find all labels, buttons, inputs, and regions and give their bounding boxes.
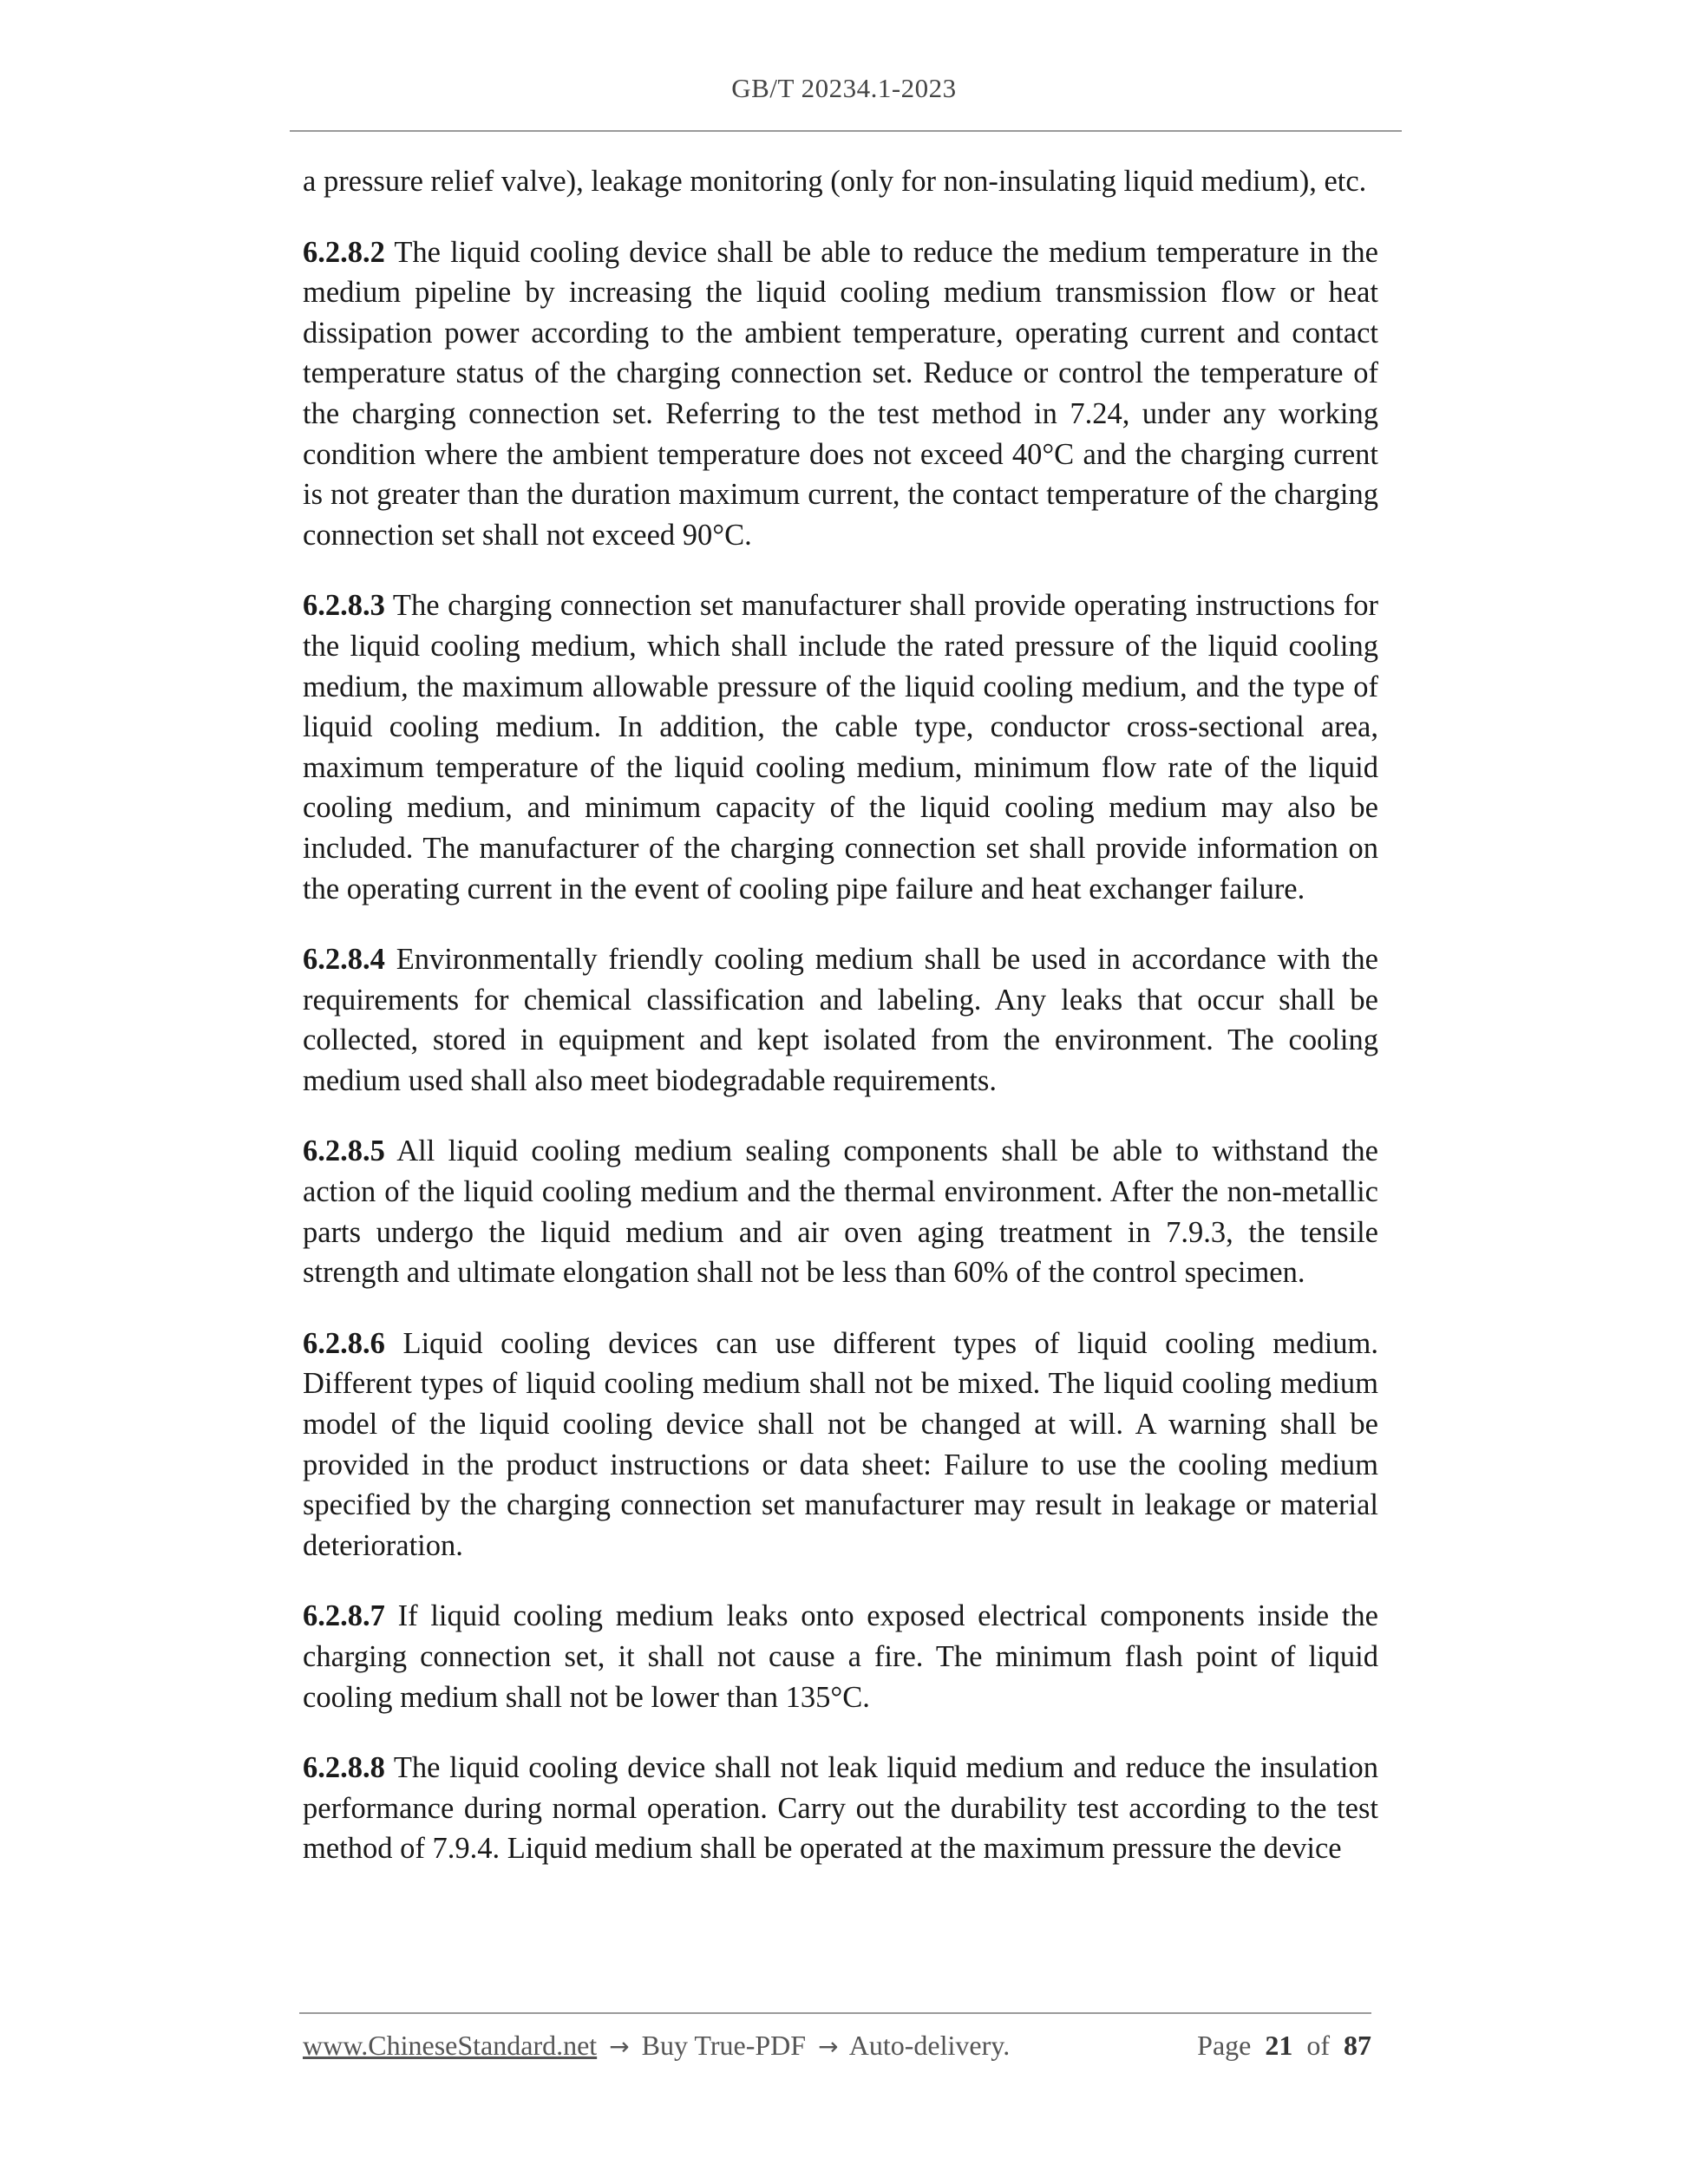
clause-6-2-8-6 <box>303 1324 1378 1566</box>
clause-6-2-8-7 <box>303 1596 1378 1717</box>
document-header-title: GB/T 20234.1-2023 <box>731 73 957 103</box>
paragraph-text: The charging connection set manufacturer shall provide operating instructions for the liquid cooling medium, which shall include the rated pressure of the liquid cooling medium, the maximum allowable pressure of the liquid cooling medium, and the type of liquid cooling medium. In addition, the cable type, conductor cross-sectional area, maximum temperature of the liquid cooling medium, minimum flow rate of the liquid cooling medium, and minimum capacity of the liquid cooling medium may also be included. The manufacturer of the charging connection set shall provide information on the operating current in the event of cooling pipe failure and heat exchanger failure. <box>303 589 1378 906</box>
current-page-number: 21 <box>1265 2030 1293 2061</box>
clause-6-2-8-4 <box>303 939 1378 1101</box>
website-link[interactable]: www.ChineseStandard.net <box>303 2030 598 2061</box>
paragraph-text: The liquid cooling device shall not leak liquid medium and reduce the insulation performance during normal operation. Carry out the durability test according to the test method of 7.9.4. Liquid medium shall be operated at the maximum pressure the device <box>303 1751 1378 1866</box>
clause-number: 6.2.8.3 <box>303 589 385 623</box>
header-divider <box>290 130 1402 132</box>
paragraph-text: Liquid cooling devices can use different types of liquid cooling medium. Different types of liquid cooling medium shall not be mixed. The liquid cooling medium model of the liquid cooling device shall not be changed at will. A warning shall be provided in the product instructions or data sheet: Failure to use the cooling medium specified by the charging connection set manufacturer may result in leakage or material deterioration. <box>303 1326 1378 1562</box>
paragraph-continuation <box>303 161 1378 202</box>
arrow-right-icon: → <box>818 2032 839 2061</box>
clause-number: 6.2.8.6 <box>303 1326 385 1360</box>
clause-6-2-8-8 <box>303 1748 1378 1869</box>
paragraph-text: Environmentally friendly cooling medium shall be used in accordance with the requirements for chemical classification and labeling. Any leaks that occur shall be collected, stored in equipment and kept isolated from the environment. The cooling medium used shall also meet biodegradable requirements. <box>303 943 1378 1097</box>
total-pages: 87 <box>1344 2030 1371 2061</box>
buy-pdf-text: Buy True-PDF <box>641 2030 807 2061</box>
page-footer <box>303 2030 1371 2068</box>
of-label: of <box>1306 2030 1330 2061</box>
clause-6-2-8-3 <box>303 585 1378 909</box>
clause-number: 6.2.8.2 <box>303 235 385 269</box>
paragraph-text: a pressure relief valve), leakage monitoring (only for non-insulating liquid medium), etc. <box>303 165 1367 198</box>
page-indicator <box>1197 2030 1371 2062</box>
paragraph-text: All liquid cooling medium sealing components shall be able to withstand the action of the liquid cooling medium and the thermal environment. After the non-metallic parts undergo the liquid medium and air oven aging treatment in 7.9.3, the tensile strength and ultimate elongation shall not be less than 60% of the control specimen. <box>303 1135 1378 1290</box>
page-label: Page <box>1197 2030 1252 2061</box>
footer-links <box>303 2030 1010 2062</box>
clause-6-2-8-5 <box>303 1131 1378 1292</box>
arrow-right-icon: → <box>609 2032 630 2061</box>
clause-6-2-8-2 <box>303 232 1378 556</box>
clause-number: 6.2.8.4 <box>303 943 385 977</box>
paragraph-text: If liquid cooling medium leaks onto exposed electrical components inside the charging connection set, it shall not cause a fire. The minimum flash point of liquid cooling medium shall not be lower than 135°C. <box>303 1599 1378 1714</box>
clause-number: 6.2.8.8 <box>303 1751 385 1785</box>
paragraph-text: The liquid cooling device shall be able to reduce the medium temperature in the medium pipeline by increasing the liquid cooling medium transmission flow or heat dissipation power according to the ambient temperature, operating current and contact temperature status of the charging connection set. Reduce or control the temperature of the charging connection set. Referring to the test method in 7.24, under any working condition where the ambient temperature does not exceed 40°C and the charging current is not greater than the duration maximum current, the contact temperature of the charging connection set shall not exceed 90°C. <box>303 235 1378 552</box>
auto-delivery-text: Auto-delivery. <box>848 2030 1011 2061</box>
document-body <box>303 161 1378 1900</box>
clause-number: 6.2.8.5 <box>303 1135 385 1168</box>
footer-divider <box>299 2012 1371 2014</box>
clause-number: 6.2.8.7 <box>303 1599 385 1633</box>
